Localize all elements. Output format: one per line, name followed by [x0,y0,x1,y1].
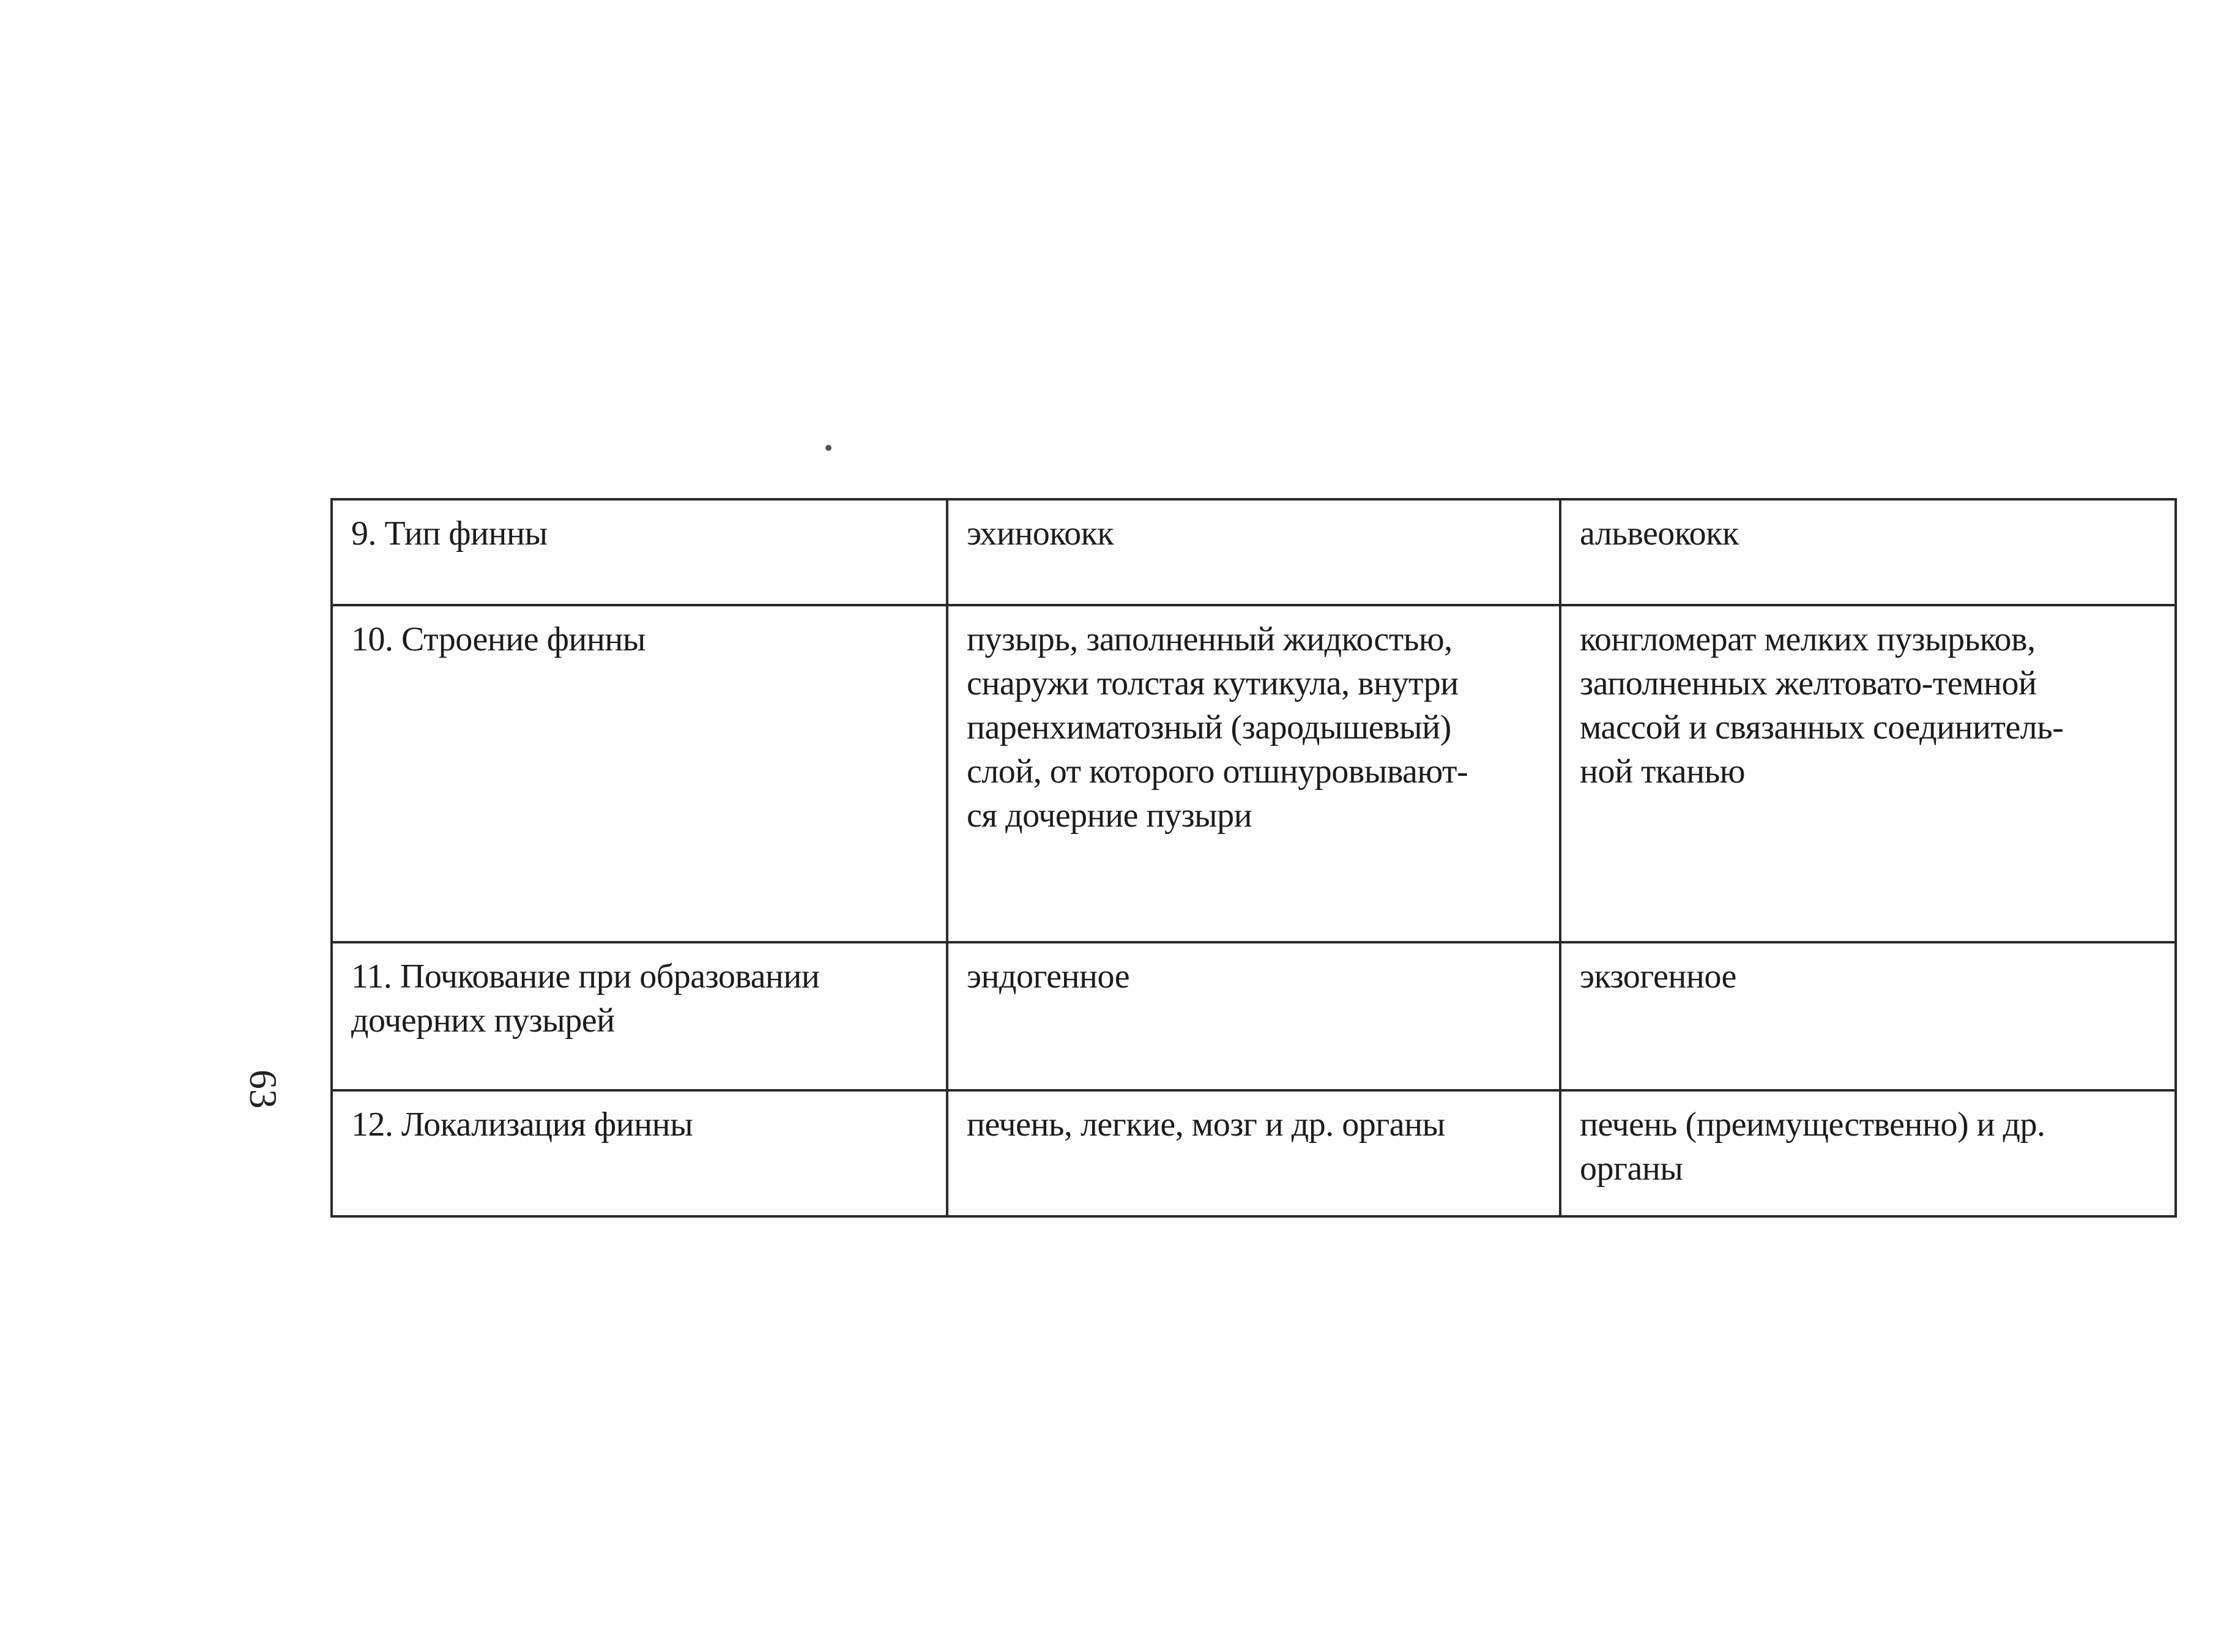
cell-line: печень, легкие, мозг и др. органы [967,1106,1445,1144]
cell-line: пузырь, заполненный жидкостью, [967,620,1453,658]
cell-line: органы [1580,1150,1683,1188]
alveococcus-cell [1560,499,2176,605]
cell-line: ся дочерние пузыри [967,797,1252,835]
cell-line: массой и связанных соединитель- [1580,709,2064,746]
feature-cell [332,499,947,605]
table-row [332,605,2176,942]
feature-cell [332,605,947,942]
cell-line: эхинококк [967,515,1114,553]
cell-line: печень (преимущественно) и др. [1580,1106,2045,1144]
cell-line: заполненных желтовато-темной [1580,664,2037,702]
comparison-table [330,498,2177,1218]
cell-line: 11. Почкование при образовании [351,958,820,995]
cell-line: 12. Локализация финны [351,1106,693,1144]
cell-line: 9. Тип финны [351,515,548,553]
cell-line: 10. Строение финны [351,620,645,658]
cell-line: эндогенное [967,958,1130,995]
cell-line: дочерних пузырей [351,1002,615,1040]
table-row [332,942,2176,1090]
page-number: 63 [242,1070,285,1109]
feature-cell [332,942,947,1090]
echinococcus-cell [947,499,1560,605]
cell-line: слой, от которого отшнуровывают- [967,753,1468,791]
cell-line: альвеококк [1580,515,1739,553]
alveococcus-cell [1560,1090,2176,1216]
cell-line: конгломерат мелких пузырьков, [1580,620,2036,658]
echinococcus-cell [947,942,1560,1090]
print-speck [825,445,831,451]
cell-line: экзогенное [1580,958,1736,995]
echinococcus-cell [947,1090,1560,1216]
feature-cell [332,1090,947,1216]
cell-line: снаружи толстая кутикула, внутри [967,664,1459,702]
alveococcus-cell [1560,605,2176,942]
alveococcus-cell [1560,942,2176,1090]
table-row [332,1090,2176,1216]
cell-line: паренхиматозный (зародышевый) [967,709,1451,746]
echinococcus-cell [947,605,1560,942]
table-row [332,499,2176,605]
cell-line: ной тканью [1580,753,1745,791]
